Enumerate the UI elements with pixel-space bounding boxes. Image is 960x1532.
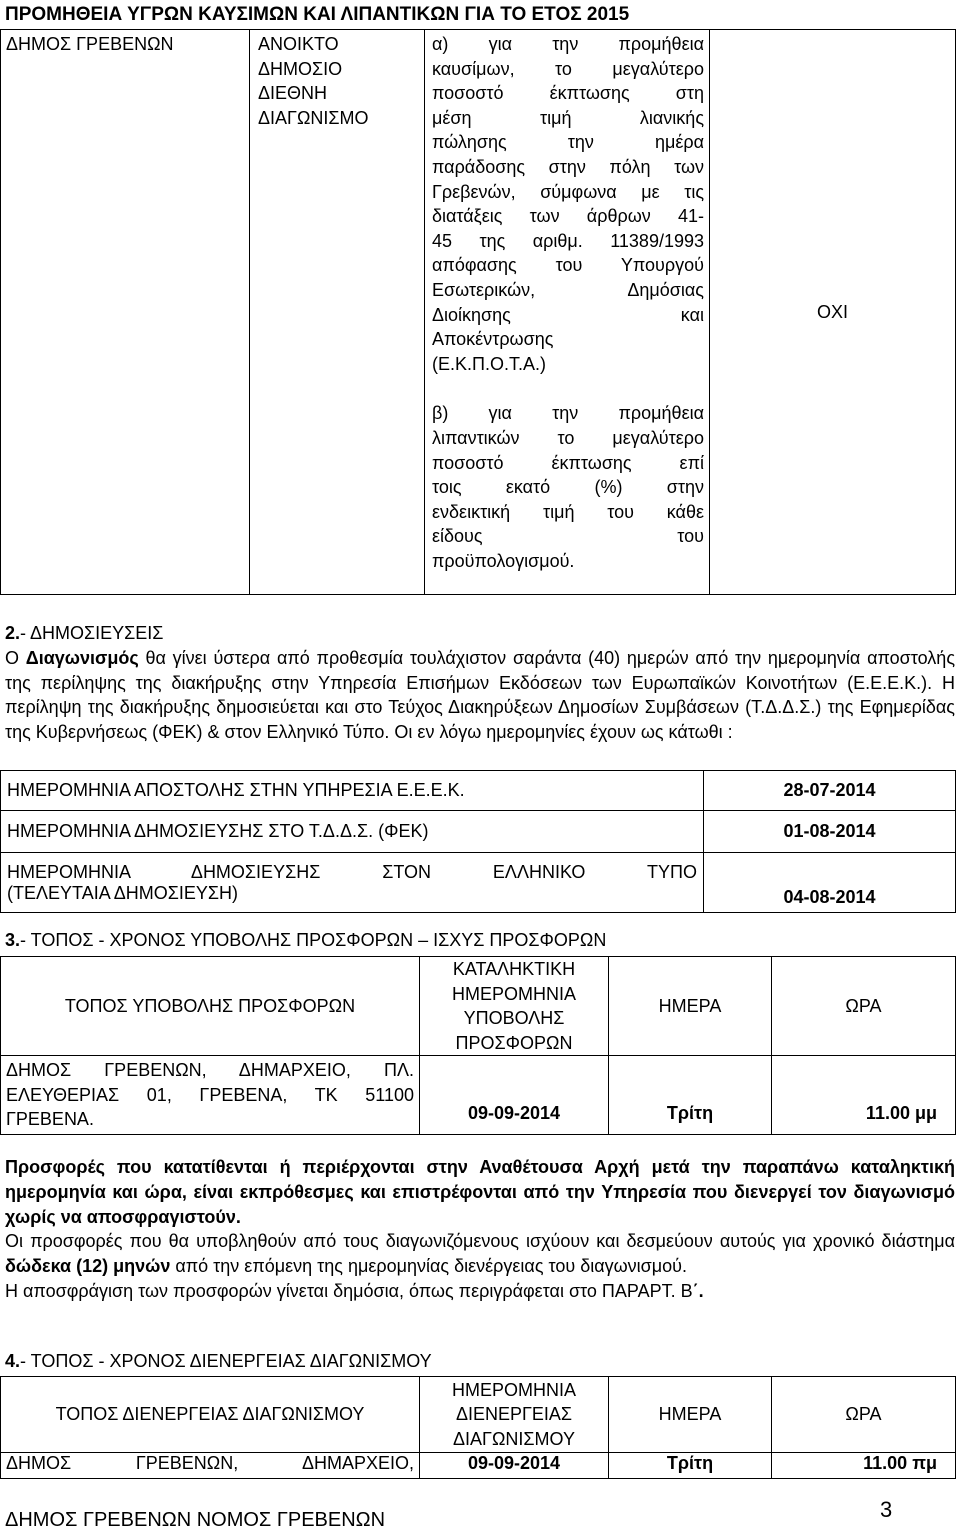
criteria-a-line: 45 της αριθμ. 11389/1993 (432, 230, 704, 251)
conduct-place: ΔΗΜΟΣ ΓΡΕΒΕΝΩΝ, ΔΗΜΑΡΧΕΙΟ, (1, 1453, 420, 1479)
criteria-a-line: παράδοσης στην πόλη των (432, 156, 704, 177)
criteria-a-line: καυσίμων, το μεγαλύτερο (432, 58, 704, 79)
submission-day: Τρίτη (609, 1056, 772, 1135)
submission-time: 11.00 μμ (772, 1056, 956, 1135)
criteria-a (432, 32, 704, 376)
section-conduct-heading: 4.- ΤΟΠΟΣ - ΧΡΟΝΟΣ ΔΙΕΝΕΡΓΕΙΑΣ ΔΙΑΓΩΝΙΣΜΟΥ (5, 1351, 432, 1371)
conduct-date: 09-09-2014 (420, 1453, 609, 1479)
criteria-a-line: ποσοστό έκπτωσης στη (432, 83, 704, 104)
section-publications (5, 621, 955, 745)
date-label: ΗΜΕΡΟΜΗΝΙΑ ΔΗΜΟΣΙΕΥΣΗΣ ΣΤΟ Τ.Δ.Δ.Σ. (ΦΕΚ) (1, 811, 704, 853)
conduct-day: Τρίτη (609, 1453, 772, 1479)
submission-table (0, 956, 956, 1135)
conduct-time: 11.00 πμ (772, 1453, 956, 1479)
procedure-line: ΔΗΜΟΣΙΟ (258, 58, 343, 79)
publication-dates-table (0, 770, 956, 913)
criteria-a-line: Διοίκησης και (432, 304, 704, 325)
criteria-b (432, 401, 704, 573)
criteria-b-line: προϋπολογισμού. (432, 550, 575, 571)
header-deadline: ΚΑΤΑΛΗΚΤΙΚΗ ΗΜΕΡΟΜΗΝΙΑ ΥΠΟΒΟΛΗΣ ΠΡΟΣΦΟΡΩΝ (420, 957, 609, 1056)
criteria-a-line: (Ε.Κ.Π.Ο.Τ.Α.) (432, 353, 547, 374)
table-row (1, 1453, 956, 1479)
date-value: 01-08-2014 (704, 811, 956, 853)
procedure-line: ΑΝΟΙΚΤΟ (258, 34, 339, 54)
date-value: 28-07-2014 (704, 771, 956, 811)
table-row (1, 1377, 956, 1453)
table-row (1, 771, 956, 811)
date-label: ΗΜΕΡΟΜΗΝΙΑ ΑΠΟΣΤΟΛΗΣ ΣΤΗΝ ΥΠΗΡΕΣΙΑ Ε.Ε.Ε.Κ. (1, 771, 704, 811)
publications-paragraph: Ο Διαγωνισμός θα γίνει ύστερα από προθεσμία τουλάχιστον σαράντα (40) ημερών από την ημερομηνία αποστολής της περίληψης της διακήρυξης στην Υπηρεσία Επισήμων Εκδόσεων των Ευρωπαϊκών Κοινοτήτων (Ε.Ε.Ε.Κ.). Η περίληψη της διακήρυξης δημοσιεύεται και στο Τεύχος Διακηρύξεων Δημοσίων Συμβάσεων (Τ.Δ.Δ.Σ.) της Εφημερίδας της Κυβερνήσεως (ΦΕΚ) & στον Ελληνικό Τύπο. Οι εν λόγω ημερομηνίες έχουν ως κάτωθι : (5, 647, 955, 743)
criteria-a-line: Γρεβενών, σύμφωνα με τις (432, 181, 704, 202)
criteria-a-line: Αποκέντρωσης (432, 329, 554, 350)
header-day: ΗΜΕΡΑ (609, 957, 772, 1056)
section-submission-heading: 3.- ΤΟΠΟΣ - ΧΡΟΝΟΣ ΥΠΟΒΟΛΗΣ ΠΡΟΣΦΟΡΩΝ – ΙΣΧΥΣ ΠΡΟΣΦΟΡΩΝ (5, 930, 607, 950)
authority-name: ΔΗΜΟΣ ΓΡΕΒΕΝΩΝ (6, 34, 174, 54)
submission-date: 09-09-2014 (420, 1056, 609, 1135)
header-place: ΤΟΠΟΣ ΔΙΕΝΕΡΓΕΙΑΣ ΔΙΑΓΩΝΙΣΜΟΥ (1, 1377, 420, 1453)
validity-note: Οι προσφορές που θα υποβληθούν από τους διαγωνιζόμενους ισχύουν και δεσμεύουν αυτούς για χρονικό διάστημα δώδεκα (12) μηνών από την επόμενη της ημερομηνίας διενέργειας του διαγωνισμού. (5, 1231, 955, 1277)
header-day: ΗΜΕΡΑ (609, 1377, 772, 1453)
answer-value: ΟΧΙ (816, 301, 848, 322)
table-row (1, 1056, 956, 1135)
section-heading: 2.- ΔΗΜΟΣΙΕΥΣΕΙΣ (5, 623, 164, 643)
page-number: 3 (880, 1497, 893, 1522)
authority-cell (1, 30, 250, 595)
opening-note: Η αποσφράγιση των προσφορών γίνεται δημόσια, όπως περιγράφεται στο ΠΑΡΑΡΤ. Β΄. (5, 1280, 704, 1301)
table-row (1, 853, 956, 913)
header-date: ΗΜΕΡΟΜΗΝΙΑ ΔΙΕΝΕΡΓΕΙΑΣ ΔΙΑΓΩΝΙΣΜΟΥ (420, 1377, 609, 1453)
criteria-b-line: λιπαντικών το μεγαλύτερο (432, 427, 704, 448)
criteria-b-line: τοις εκατό (%) στην (432, 477, 704, 498)
submission-place: ΔΗΜΟΣ ΓΡΕΒΕΝΩΝ, ΔΗΜΑΡΧΕΙΟ, ΠΛ. ΕΛΕΥΘΕΡΙΑΣ 01, ΓΡΕΒΕΝΑ, ΤΚ 51100 ΓΡΕΒΕΝΑ. (1, 1056, 420, 1135)
criteria-b-line: β) για την προμήθεια (432, 403, 704, 424)
table-row (1, 957, 956, 1056)
procedure-line: ΔΙΑΓΩΝΙΣΜΟ (258, 107, 369, 128)
date-label: ΗΜΕΡΟΜΗΝΙΑ ΔΗΜΟΣΙΕΥΣΗΣ ΣΤΟΝ ΕΛΛΗΝΙΚΟ ΤΥΠΟ (ΤΕΛΕΥΤΑΙΑ ΔΗΜΟΣΙΕΥΣΗ) (1, 853, 704, 913)
header-time: ΩΡΑ (772, 1377, 956, 1453)
criteria-a-line: α) για την προμήθεια (432, 34, 704, 54)
conduct-table (0, 1376, 956, 1479)
page-heading: ΠΡΟΜΗΘΕΙΑ ΥΓΡΩΝ ΚΑΥΣΙΜΩΝ ΚΑΙ ΛΙΠΑΝΤΙΚΩΝ ΓΙΑ ΤΟ ΕΤΟΣ 2015 (5, 4, 630, 25)
criteria-a-line: Εσωτερικών, Δημόσιας (432, 279, 704, 300)
criteria-a-line: μέση τιμή λιανικής (432, 107, 704, 128)
header-time: ΩΡΑ (772, 957, 956, 1056)
header-place: ΤΟΠΟΣ ΥΠΟΒΟΛΗΣ ΠΡΟΣΦΟΡΩΝ (1, 957, 420, 1056)
procedure-line: ΔΙΕΘΝΗ (258, 83, 328, 104)
criteria-b-line: ενδεικτική τιμή του κάθε (432, 501, 704, 522)
date-value: 04-08-2014 (704, 853, 956, 913)
criteria-a-line: διατάξεις των άρθρων 41- (432, 206, 704, 227)
criteria-a-line: απόφασης του Υπουργού (432, 255, 704, 276)
table-row (1, 811, 956, 853)
late-offers-note: Προσφορές που κατατίθενται ή περιέρχονται στην Αναθέτουσα Αρχή μετά την παραπάνω καταληκτική ημερομηνία και ώρα, είναι εκπρόθεσμες και επιστρέφονται από την Υπηρεσία που διενεργεί τον διαγωνισμό χωρίς να αποσφραγιστούν. (5, 1157, 955, 1227)
contract-info-table (0, 29, 956, 595)
criteria-a-line: πώλησης την ημέρα (432, 132, 704, 153)
award-criteria-cell (425, 30, 710, 595)
criteria-b-line: είδους του (432, 526, 704, 547)
criteria-b-line: ποσοστό έκπτωσης επί (432, 452, 704, 473)
page-footer: ΔΗΜΟΣ ΓΡΕΒΕΝΩΝ ΝΟΜΟΣ ΓΡΕΒΕΝΩΝ (5, 1509, 386, 1531)
submission-notes (5, 1155, 955, 1304)
answer-cell (710, 30, 956, 595)
procedure-cell (250, 30, 425, 595)
